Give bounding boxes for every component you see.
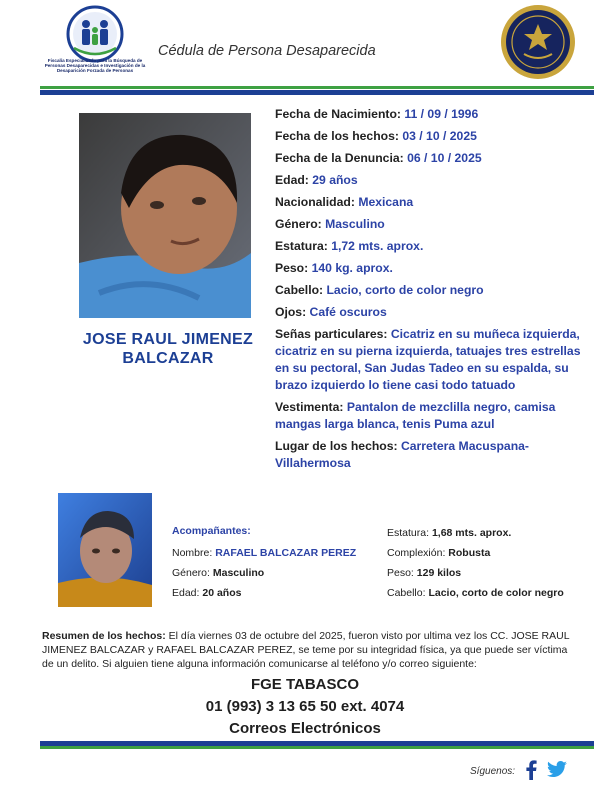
companion-weight-row: Peso: 129 kilos (387, 567, 462, 579)
companion-age-row: Edad: 20 años (172, 587, 242, 599)
name-line-1: JOSE RAUL JIMENEZ (82, 331, 254, 348)
companion-photo (58, 493, 152, 607)
fiscalia-logo (60, 4, 130, 66)
fact-hair: Cabello: Lacio, corto de color negro (275, 283, 484, 297)
contact-phone[interactable]: 01 (993) 3 13 65 50 ext. 4074 (205, 698, 405, 715)
name-line-2: BALCAZAR (122, 350, 214, 367)
summary-label: Resumen de los hechos: (42, 630, 166, 642)
org-name: Fiscalía Especializada para la Búsqueda de Personas Desaparecidas e Investigación de la Desaparición Forzada de Personas (44, 58, 146, 73)
contact-emails-label: Correos Electrónicos (229, 720, 381, 737)
missing-person-photo (79, 113, 251, 318)
facebook-icon[interactable] (524, 760, 538, 780)
document-title: Cédula de Persona Desaparecida (158, 43, 376, 59)
person-facts (275, 106, 593, 477)
companion-gender-row: Género: Masculino (172, 567, 265, 579)
fact-nationality: Nacionalidad: Mexicana (275, 195, 414, 209)
footer-divider (40, 740, 594, 749)
missing-person-name (52, 330, 284, 368)
fact-eyes: Ojos: Café oscuros (275, 305, 387, 319)
fact-weight: Peso: 140 kg. aprox. (275, 261, 393, 275)
companion-build-row: Complexión: Robusta (387, 547, 491, 559)
twitter-icon[interactable] (546, 761, 568, 779)
fact-birthdate: Fecha de Nacimiento: 11 / 09 / 1996 (275, 107, 479, 121)
header-divider (40, 86, 594, 95)
incident-summary (42, 629, 572, 671)
fact-clothing: Vestimenta: Pantalon de mezclilla negro, camisa mangas larga blanca, tenis Puma azul (275, 400, 556, 431)
contact-org: FGE TABASCO (250, 676, 360, 693)
fact-height: Estatura: 1,72 mts. aprox. (275, 239, 424, 253)
companions-heading: Acompañantes: (172, 525, 251, 537)
fact-distinguishing-marks: Señas particulares: Cicatriz en su muñeca izquierda, cicatriz en su pierna izquierda, tatuajes tres estrellas en su pectoral, San Judas Tadeo en su espalda, su brazo izquierdo lo tiene casi todo tatuado (275, 327, 581, 392)
companion-height-row: Estatura: 1,68 mts. aprox. (387, 527, 512, 539)
fact-incident-date: Fecha de los hechos: 03 / 10 / 2025 (275, 129, 477, 143)
follow-us-label: Síguenos: (470, 766, 516, 777)
summary-text: El día viernes 03 de octubre del 2025, fueron visto por ultima vez los CC. JOSE RAUL JIMENEZ BALCAZAR y RAFAEL BALCAZAR PEREZ, se teme por su integridad física, ya que puede ser víctima de un delito. Si alguien tiene alguna información comunicarse al teléfono y/o correo siguiente: (42, 630, 570, 670)
fact-location: Lugar de los hechos: Carretera Macuspana-Villahermosa (275, 439, 529, 470)
fact-age: Edad: 29 años (275, 173, 358, 187)
fact-report-date: Fecha de la Denuncia: 06 / 10 / 2025 (275, 151, 482, 165)
fge-seal (500, 4, 576, 80)
fact-gender: Género: Masculino (275, 217, 385, 231)
companion-name-row: Nombre: RAFAEL BALCAZAR PEREZ (172, 547, 357, 559)
companion-hair-row: Cabello: Lacio, corto de color negro (387, 587, 564, 599)
